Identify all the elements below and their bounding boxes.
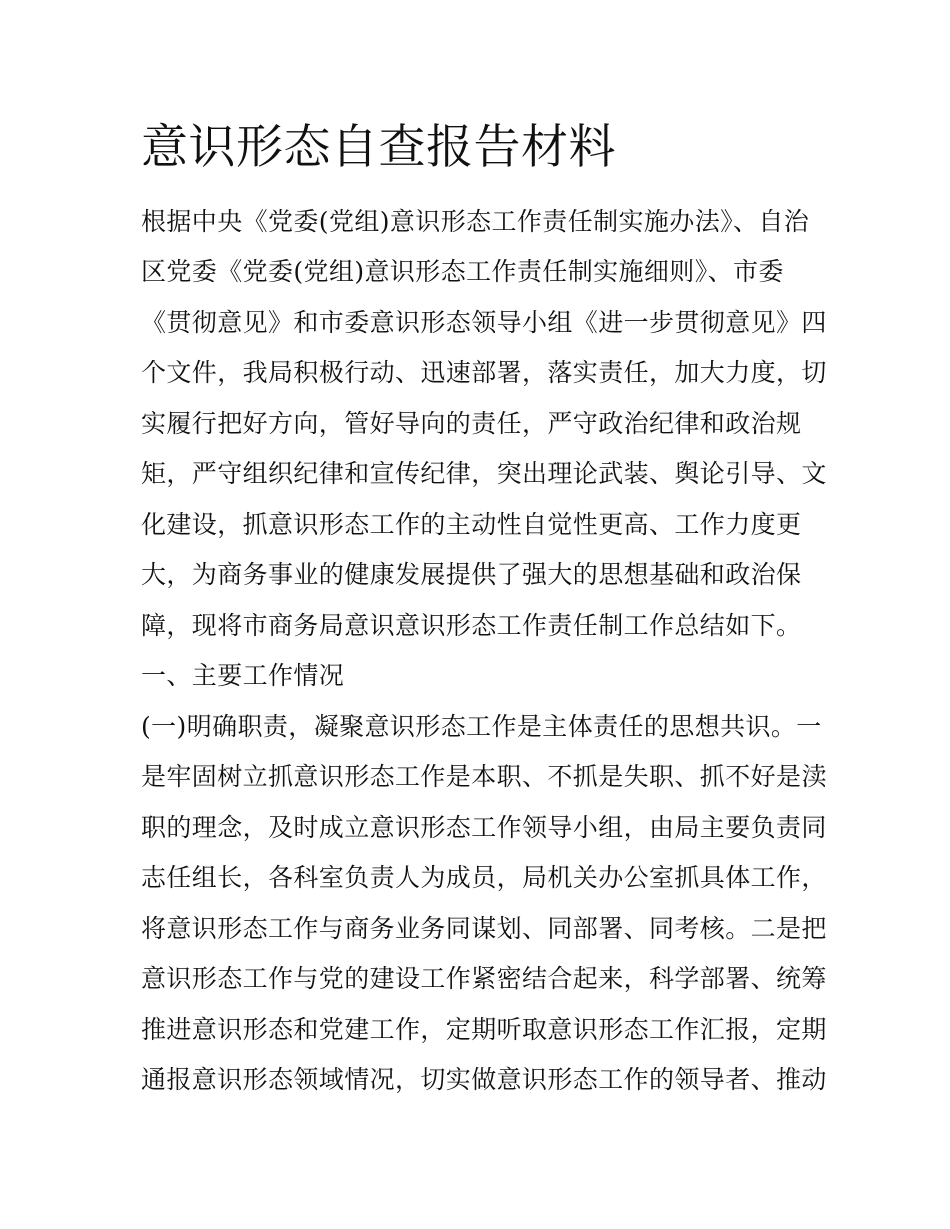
paragraph-line: 矩，严守组织纪律和宣传纪律，突出理论武装、舆论引导、文	[141, 459, 827, 488]
document-title: 意识形态自查报告材料	[141, 120, 616, 175]
paragraph-line: 根据中央《党委(党组)意识形态工作责任制实施办法》、自治	[141, 207, 810, 236]
paragraph-line: 《贯彻意见》和市委意识形态领导小组《进一步贯彻意见》四	[141, 308, 827, 337]
paragraph-line: 个文件，我局积极行动、迅速部署，落实责任，加大力度，切	[141, 358, 827, 387]
paragraph-line: 障，现将市商务局意识意识形态工作责任制工作总结如下。	[141, 611, 802, 640]
paragraph-line: 职的理念，及时成立意识形态工作领导小组，由局主要负责同	[141, 813, 827, 842]
paragraph-line: (一)明确职责，凝聚意识形态工作是主体责任的思想共识。一	[141, 712, 822, 741]
section-heading: 一、主要工作情况	[141, 661, 345, 690]
paragraph-line: 实履行把好方向，管好导向的责任，严守政治纪律和政治规	[141, 409, 802, 438]
paragraph-line: 大，为商务事业的健康发展提供了强大的思想基础和政治保	[141, 560, 802, 589]
paragraph-line: 通报意识形态领域情况，切实做意识形态工作的领导者、推动	[141, 1065, 827, 1094]
paragraph-line: 意识形态工作与党的建设工作紧密结合起来，科学部署、统筹	[141, 964, 827, 993]
paragraph-line: 区党委《党委(党组)意识形态工作责任制实施细则》、市委	[141, 257, 784, 286]
paragraph-line: 化建设，抓意识形态工作的主动性自觉性更高、工作力度更	[141, 510, 802, 539]
paragraph-line: 将意识形态工作与商务业务同谋划、同部署、同考核。二是把	[141, 914, 827, 943]
paragraph-line: 推进意识形态和党建工作，定期听取意识形态工作汇报，定期	[141, 1015, 827, 1044]
paragraph-line: 是牢固树立抓意识形态工作是本职、不抓是失职、抓不好是渎	[141, 762, 827, 791]
paragraph-line: 志任组长，各科室负责人为成员，局机关办公室抓具体工作，	[141, 863, 827, 892]
